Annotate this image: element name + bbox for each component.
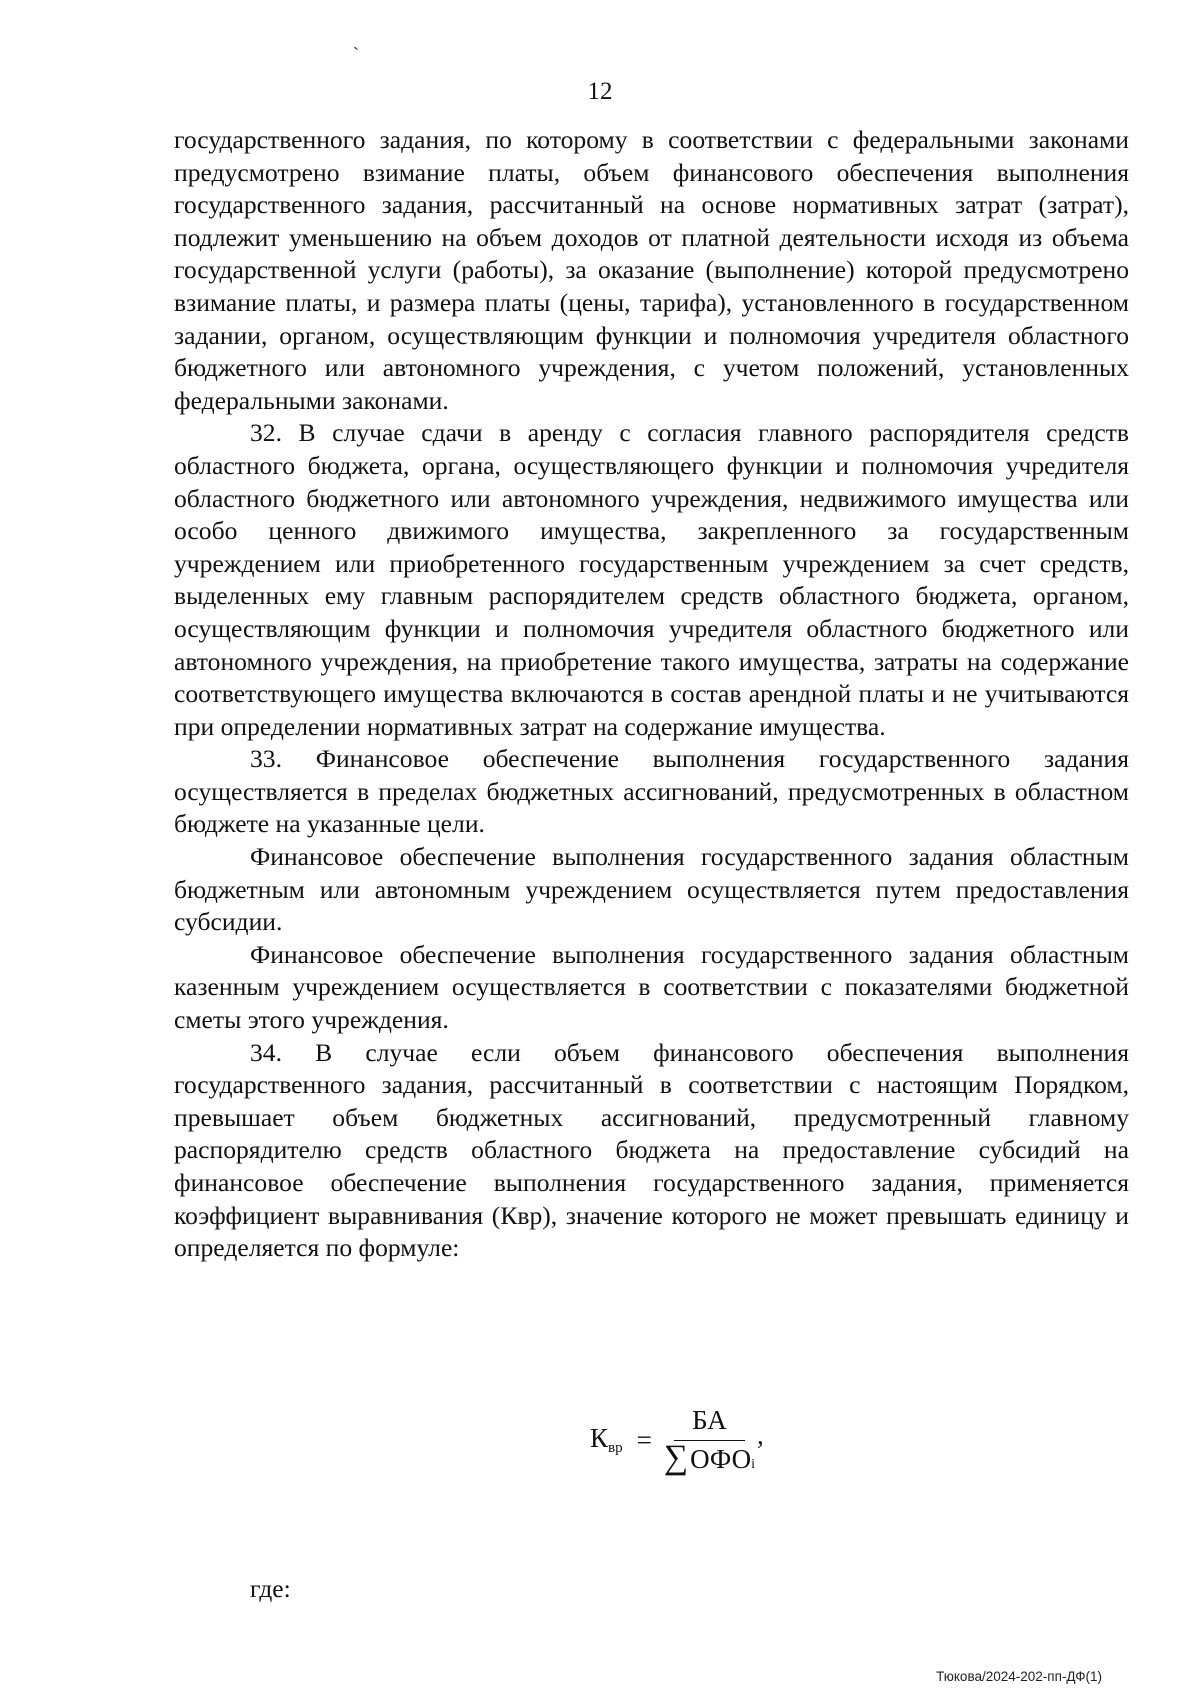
body-text	[174, 124, 1129, 1265]
formula-lhs-subscript: вр	[608, 1440, 623, 1456]
formula-fraction	[664, 1405, 755, 1475]
page-number: 12	[587, 78, 613, 105]
formula-numerator: БА	[674, 1405, 745, 1441]
formula-denominator	[664, 1441, 755, 1475]
formula-denominator-subscript: i	[751, 1457, 755, 1472]
sum-icon: ∑	[663, 1439, 689, 1476]
formula-equals: =	[636, 1424, 652, 1455]
stray-mark: `	[353, 44, 359, 64]
where-label: где:	[250, 1574, 291, 1603]
paragraph-32: 32. В случае сдачи в аренду с согласия главного распорядителя средств областного бюджета, органа, осуществляющего функции и полномочия учредителя областного бюджетного или автономного учреждения, недвижимого имущества или особо ценного движимого имущества, закрепленного за государственным учреждением или приобретенного государственным учреждением за счет средств, выделенных ему главным распорядителем средств областного бюджета, органом, осуществляющим функции и полномочия учредителя областного бюджетного или автономного учреждения, на приобретение такого имущества, затраты на содержание соответствующего имущества включаются в состав арендной платы и не учитываются при определении нормативных затрат на содержание имущества.	[174, 418, 1129, 741]
document-footer-id: Тюкова/2024-202-пп-ДФ(1)	[936, 1669, 1102, 1684]
paragraph-34: 34. В случае если объем финансового обеспечения выполнения государственного задания, рассчитанный в соответствии с настоящим Порядком, превышает объем бюджетных ассигнований, предусмотренный главному распорядителю средств областного бюджета на предоставление субсидий на финансовое обеспечение выполнения государственного задания, применяется коэффициент выравнивания (Квр), значение которого не может превышать единицу и определяется по формуле:	[174, 1037, 1129, 1263]
equalization-formula	[590, 1400, 764, 1480]
paragraph-subsidy: Финансовое обеспечение выполнения государственного задания областным бюджетным или автономным учреждением осуществляется путем предоставления субсидии.	[174, 842, 1129, 937]
paragraph-budget-estimate: Финансовое обеспечение выполнения государственного задания областным казенным учреждением осуществляется в соответствии с показателями бюджетной сметы этого учреждения.	[174, 939, 1129, 1035]
paragraph-33: 33. Финансовое обеспечение выполнения государственного задания осуществляется в пределах бюджетных ассигнований, предусмотренных в областном бюджете на указанные цели.	[174, 744, 1129, 839]
formula-lhs: $К_{вр}$	[590, 1423, 623, 1456]
formula-trailing-comma: ,	[756, 1420, 764, 1450]
paragraph-continuation: государственного задания, по которому в соответствии с федеральными законами предусмотрено взимание платы, объем финансового обеспечения выполнения государственного задания, рассчитанный на основе нормативных затрат (затрат), подлежит уменьшению на объем доходов от платной деятельности исходя из объема государственной услуги (работы), за оказание (выполнение) которой предусмотрено взимание платы, и размера платы (цены, тарифа), установленного в государственном задании, органом, осуществляющим функции и полномочия учредителя областного бюджетного или автономного учреждения, с учетом положений, установленных федеральными законами.	[174, 125, 1129, 415]
formula-denominator-text: ОФО	[690, 1444, 752, 1474]
